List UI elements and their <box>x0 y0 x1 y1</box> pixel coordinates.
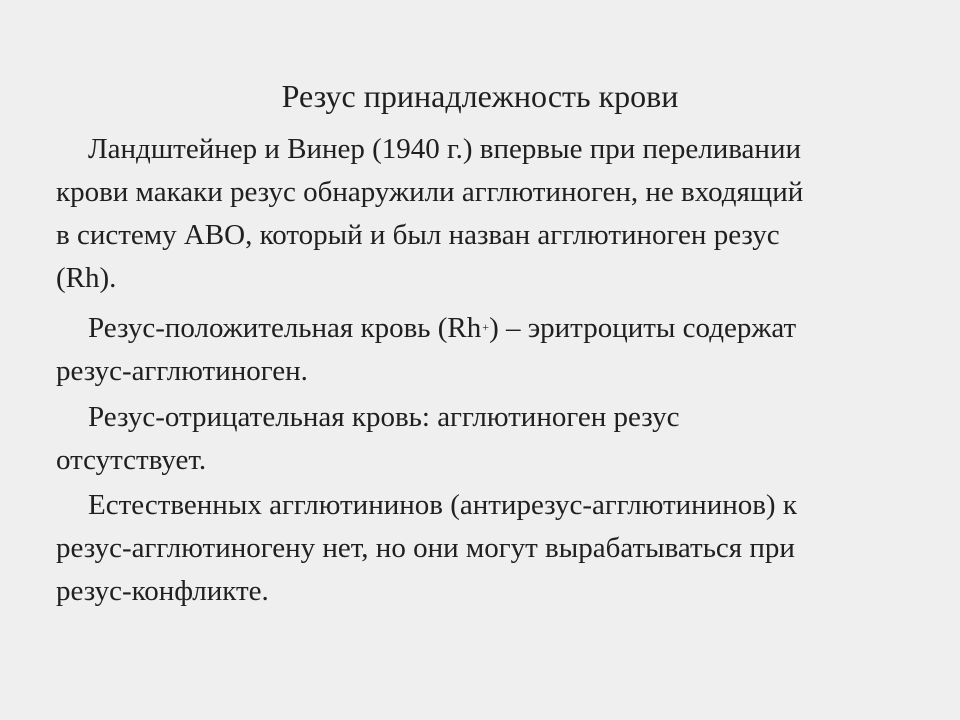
text-line: резус-конфликте. <box>56 575 269 607</box>
text-line: (Rh). <box>56 262 117 294</box>
text-line: резус-агглютиногену нет, но они могут вырабатываться при <box>56 532 795 564</box>
text-line: крови макаки резус обнаружили агглютиноген, не входящий <box>56 176 804 208</box>
text-line: Ландштейнер и Винер (1940 г.) впервые при переливании <box>88 133 801 165</box>
rh-positive-text-prefix: Резус-положительная кровь (Rh <box>88 312 482 344</box>
text-line: Естественных агглютининов (антирезус-агглютининов) к <box>88 489 797 521</box>
text-line: резус-агглютиноген. <box>56 355 308 387</box>
text-line: в систему АВО, который и был назван агглютиноген резус <box>56 219 780 251</box>
text-line: Резус-отрицательная кровь: агглютиноген резус <box>88 401 680 433</box>
paragraph-rh-negative <box>56 396 906 482</box>
paragraph-rh-positive <box>56 307 906 393</box>
paragraph-discovery <box>56 128 906 300</box>
rh-positive-text-suffix: ) – эритроциты содержат <box>489 312 797 344</box>
slide-title: Резус принадлежность крови <box>281 78 679 114</box>
paragraph-antibodies <box>56 484 906 613</box>
rh-plus-superscript: + <box>482 320 490 334</box>
text-line <box>56 307 906 350</box>
text-line: отсутствует. <box>56 444 207 476</box>
